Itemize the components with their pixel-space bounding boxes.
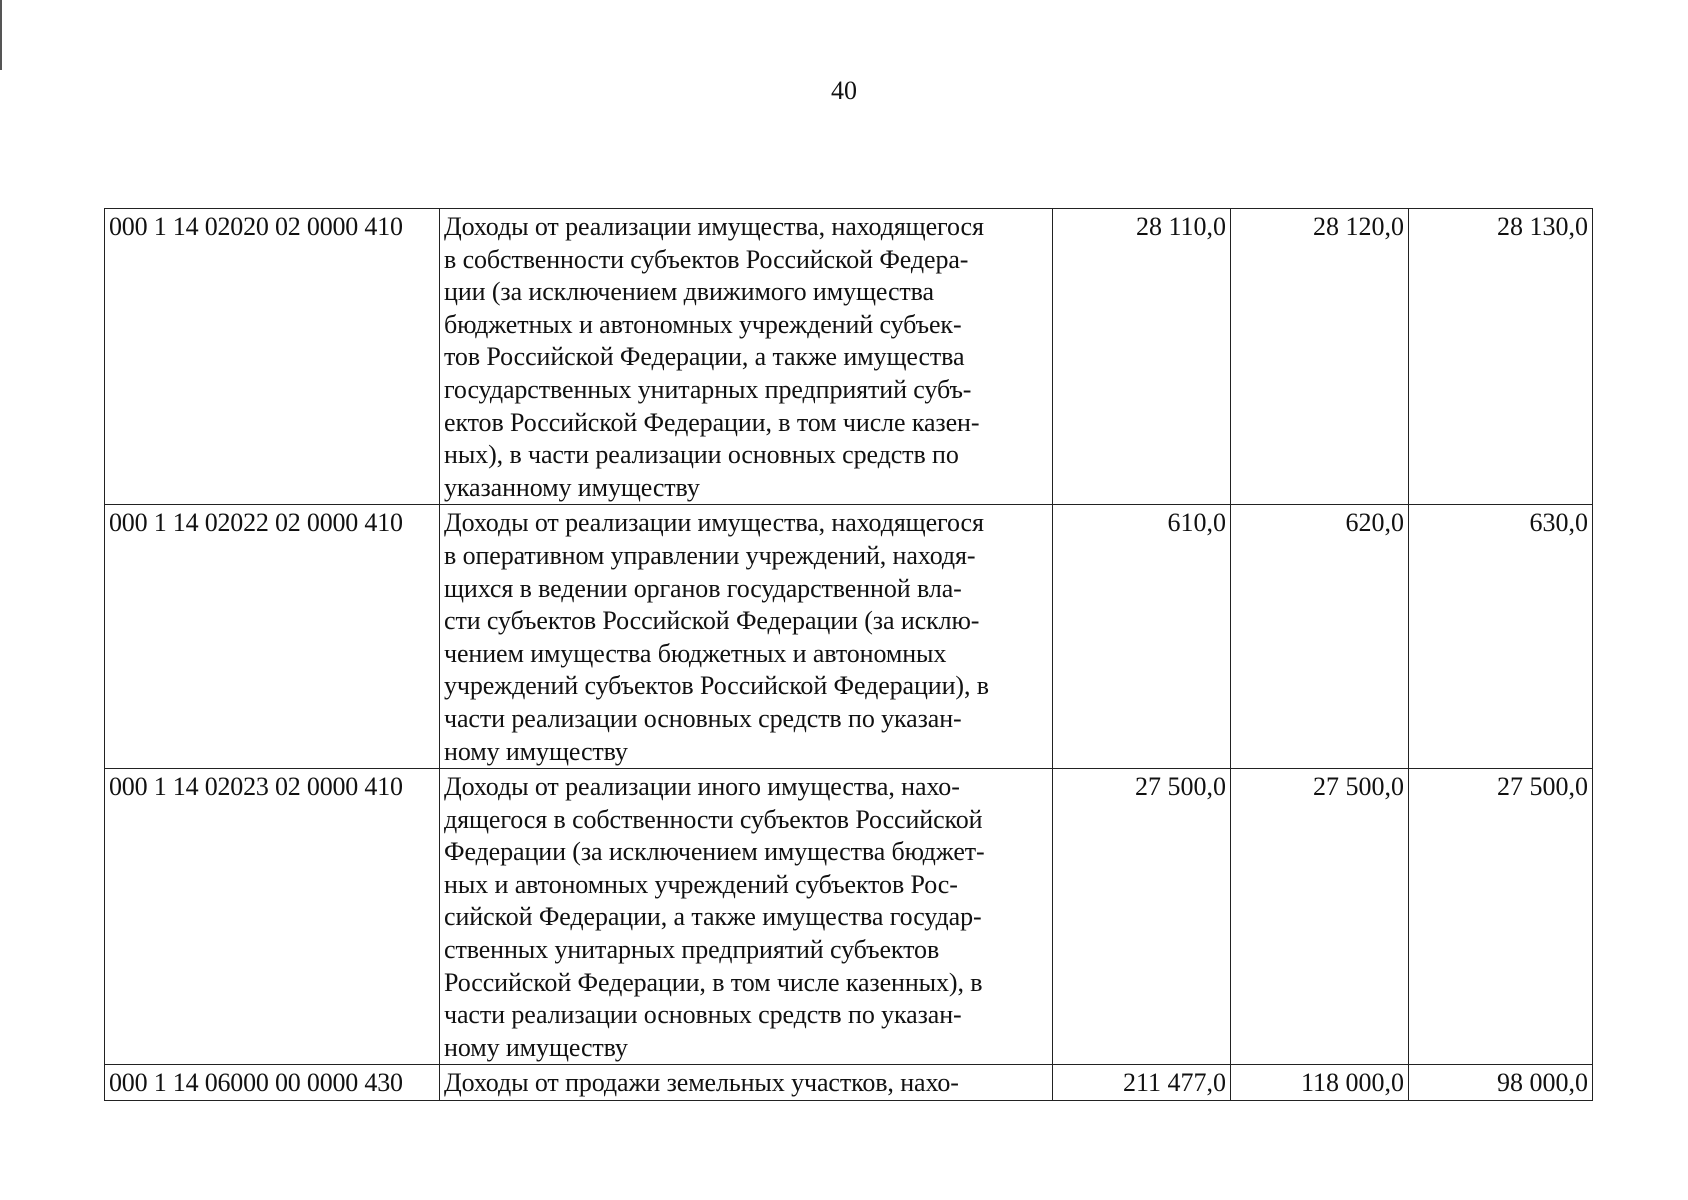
revenue-name-cell: Доходы от реализации имущества, находящегося в оперативном управлении учреждений, находя- щихся в ведении органов государственной вла- сти субъектов Российской Федерации (за исклю- чением имущества бюджетных и автономных учреждений субъектов Российской Федерации), в части реализации основных средств по указан- ному имуществу: [440, 505, 1053, 769]
amount-year-3-cell: 28 130,0: [1409, 209, 1593, 505]
amount-year-2-cell: 620,0: [1231, 505, 1409, 769]
table-row: [105, 505, 1593, 769]
table-row: [105, 769, 1593, 1065]
table-row: [105, 1065, 1593, 1101]
budget-code-cell: 000 1 14 02020 02 0000 410: [105, 209, 440, 505]
amount-year-1-cell: 610,0: [1053, 505, 1231, 769]
revenue-name-cell: Доходы от продажи земельных участков, нахо-: [440, 1065, 1053, 1101]
amount-year-2-cell: 27 500,0: [1231, 769, 1409, 1065]
revenue-name-cell: Доходы от реализации иного имущества, нахо- дящегося в собственности субъектов Российской Федерации (за исключением имущества бюджет- ных и автономных учреждений субъектов Рос- сийской Федерации, а также имущества государ- ственных унитарных предприятий субъектов Российской Федерации, в том числе казенных), в части реализации основных средств по указан- ному имуществу: [440, 769, 1053, 1065]
amount-year-2-cell: 118 000,0: [1231, 1065, 1409, 1101]
amount-year-3-cell: 27 500,0: [1409, 769, 1593, 1065]
table-row: [105, 209, 1593, 505]
amount-year-1-cell: 28 110,0: [1053, 209, 1231, 505]
scan-edge-mark: [0, 0, 2, 70]
amount-year-3-cell: 630,0: [1409, 505, 1593, 769]
amount-year-3-cell: 98 000,0: [1409, 1065, 1593, 1101]
amount-year-2-cell: 28 120,0: [1231, 209, 1409, 505]
amount-year-1-cell: 27 500,0: [1053, 769, 1231, 1065]
budget-code-cell: 000 1 14 06000 00 0000 430: [105, 1065, 440, 1101]
budget-code-cell: 000 1 14 02022 02 0000 410: [105, 505, 440, 769]
revenue-name-cell: Доходы от реализации имущества, находящегося в собственности субъектов Российской Федера- ции (за исключением движимого имущества бюджетных и автономных учреждений субъек- тов Российской Федерации, а также имущества государственных унитарных предприятий субъ- ектов Российской Федерации, в том числе казен- ных), в части реализации основных средств по указанному имуществу: [440, 209, 1053, 505]
amount-year-1-cell: 211 477,0: [1053, 1065, 1231, 1101]
page-number: 40: [831, 76, 857, 105]
budget-code-cell: 000 1 14 02023 02 0000 410: [105, 769, 440, 1065]
revenue-table: [104, 208, 1593, 1101]
